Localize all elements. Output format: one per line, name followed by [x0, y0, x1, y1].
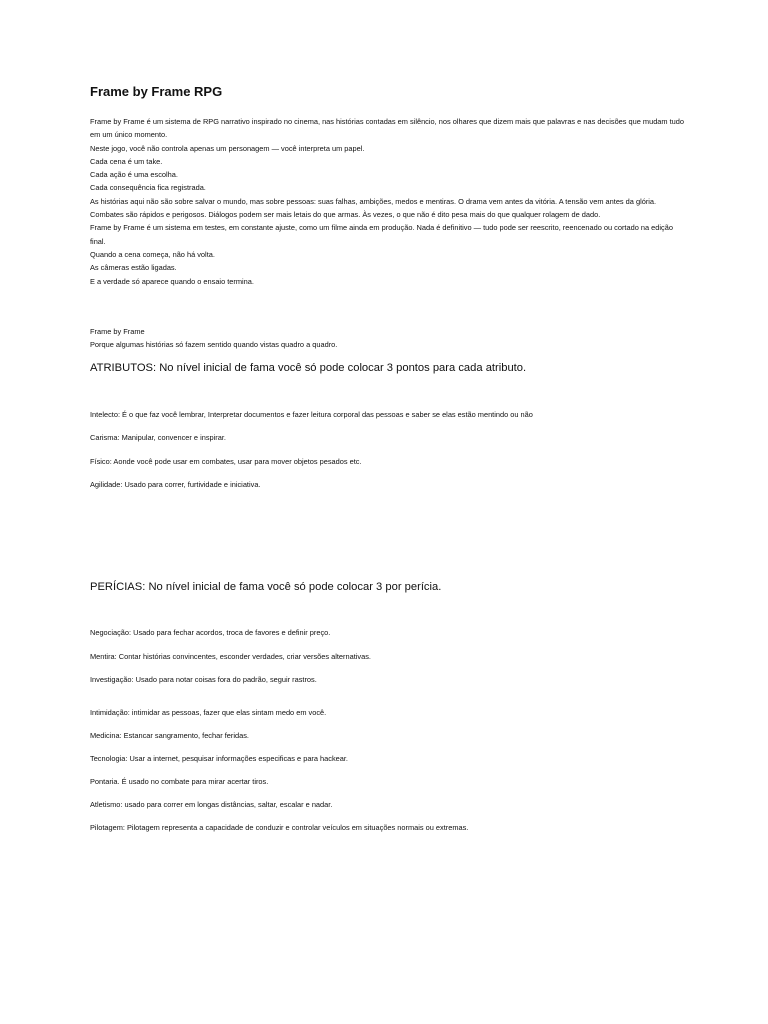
- intro-paragraph: Combates são rápidos e perigosos. Diálogos podem ser mais letais do que armas. Às vezes, o que não é dito pesa mais do que qualquer rolagem de dado.: [90, 210, 601, 220]
- pericia-item: Negociação: Usado para fechar acordos, troca de favores e definir preço.: [90, 628, 331, 637]
- pericia-item: Pilotagem: Pilotagem representa a capacidade de conduzir e controlar veículos em situações normais ou extremas.: [90, 823, 469, 832]
- atributo-item: Intelecto: É o que faz você lembrar, Interpretar documentos e fazer leitura corporal das pessoas e saber se elas estão mentindo ou não: [90, 410, 533, 419]
- intro-paragraph: Cada ação é uma escolha.: [90, 170, 178, 180]
- atributo-item: Físico: Aonde você pode usar em combates, usar para mover objetos pesados etc.: [90, 457, 362, 466]
- intro-paragraph: As câmeras estão ligadas.: [90, 263, 177, 273]
- pericia-item: Mentira: Contar histórias convincentes, esconder verdades, criar versões alternativas.: [90, 652, 371, 661]
- intro-paragraph: Cada consequência fica registrada.: [90, 183, 206, 193]
- intro-paragraph: Frame by Frame é um sistema em testes, em constante ajuste, como um filme ainda em produção. Nada é definitivo — tudo pode ser reescrito, reencenado ou cortado na edição final.: [90, 223, 673, 246]
- intro-paragraph: Cada cena é um take.: [90, 156, 163, 166]
- pericia-item: Investigação: Usado para notar coisas fora do padrão, seguir rastros.: [90, 675, 317, 684]
- atributo-item: Carisma: Manipular, convencer e inspirar.: [90, 433, 226, 442]
- intro-paragraph: Quando a cena começa, não há volta.: [90, 249, 215, 259]
- tagline-block: [90, 325, 337, 352]
- tagline-text: Porque algumas histórias só fazem sentido quando vistas quadro a quadro.: [90, 340, 338, 350]
- atributos-heading: ATRIBUTOS: No nível inicial de fama você só pode colocar 3 pontos para cada atributo.: [90, 362, 527, 374]
- intro-paragraph: Frame by Frame é um sistema de RPG narrativo inspirado no cinema, nas histórias contadas em silêncio, nos olhares que dizem mais que palavras e nas decisões que mudam tudo em um único momento.: [90, 117, 685, 140]
- intro-text: [90, 115, 690, 288]
- intro-paragraph: As histórias aqui não são sobre salvar o mundo, mas sobre pessoas: suas falhas, ambições, medos e mentiras. O drama vem antes da vitória. A tensão vem antes da glória.: [90, 196, 657, 206]
- intro-paragraph: E a verdade só aparece quando o ensaio termina.: [90, 276, 254, 286]
- atributo-item: Agilidade: Usado para correr, furtividade e iniciativa.: [90, 480, 261, 489]
- tagline-name: Frame by Frame: [90, 327, 145, 336]
- pericia-item: Medicina: Estancar sangramento, fechar feridas.: [90, 731, 249, 740]
- pericia-item: Pontaria. É usado no combate para mirar acertar tiros.: [90, 777, 269, 786]
- pericia-item: Atletismo: usado para correr em longas distâncias, saltar, escalar e nadar.: [90, 800, 333, 809]
- pericia-item: Tecnologia: Usar a internet, pesquisar informações especificas e para hackear.: [90, 754, 348, 763]
- document-title: Frame by Frame RPG: [90, 84, 223, 99]
- intro-paragraph: Neste jogo, você não controla apenas um personagem — você interpreta um papel.: [90, 143, 365, 153]
- pericia-item: Intimidação: intimidar as pessoas, fazer que elas sintam medo em você.: [90, 708, 327, 717]
- pericias-heading: PERÍCIAS: No nível inicial de fama você só pode colocar 3 por perícia.: [90, 581, 442, 593]
